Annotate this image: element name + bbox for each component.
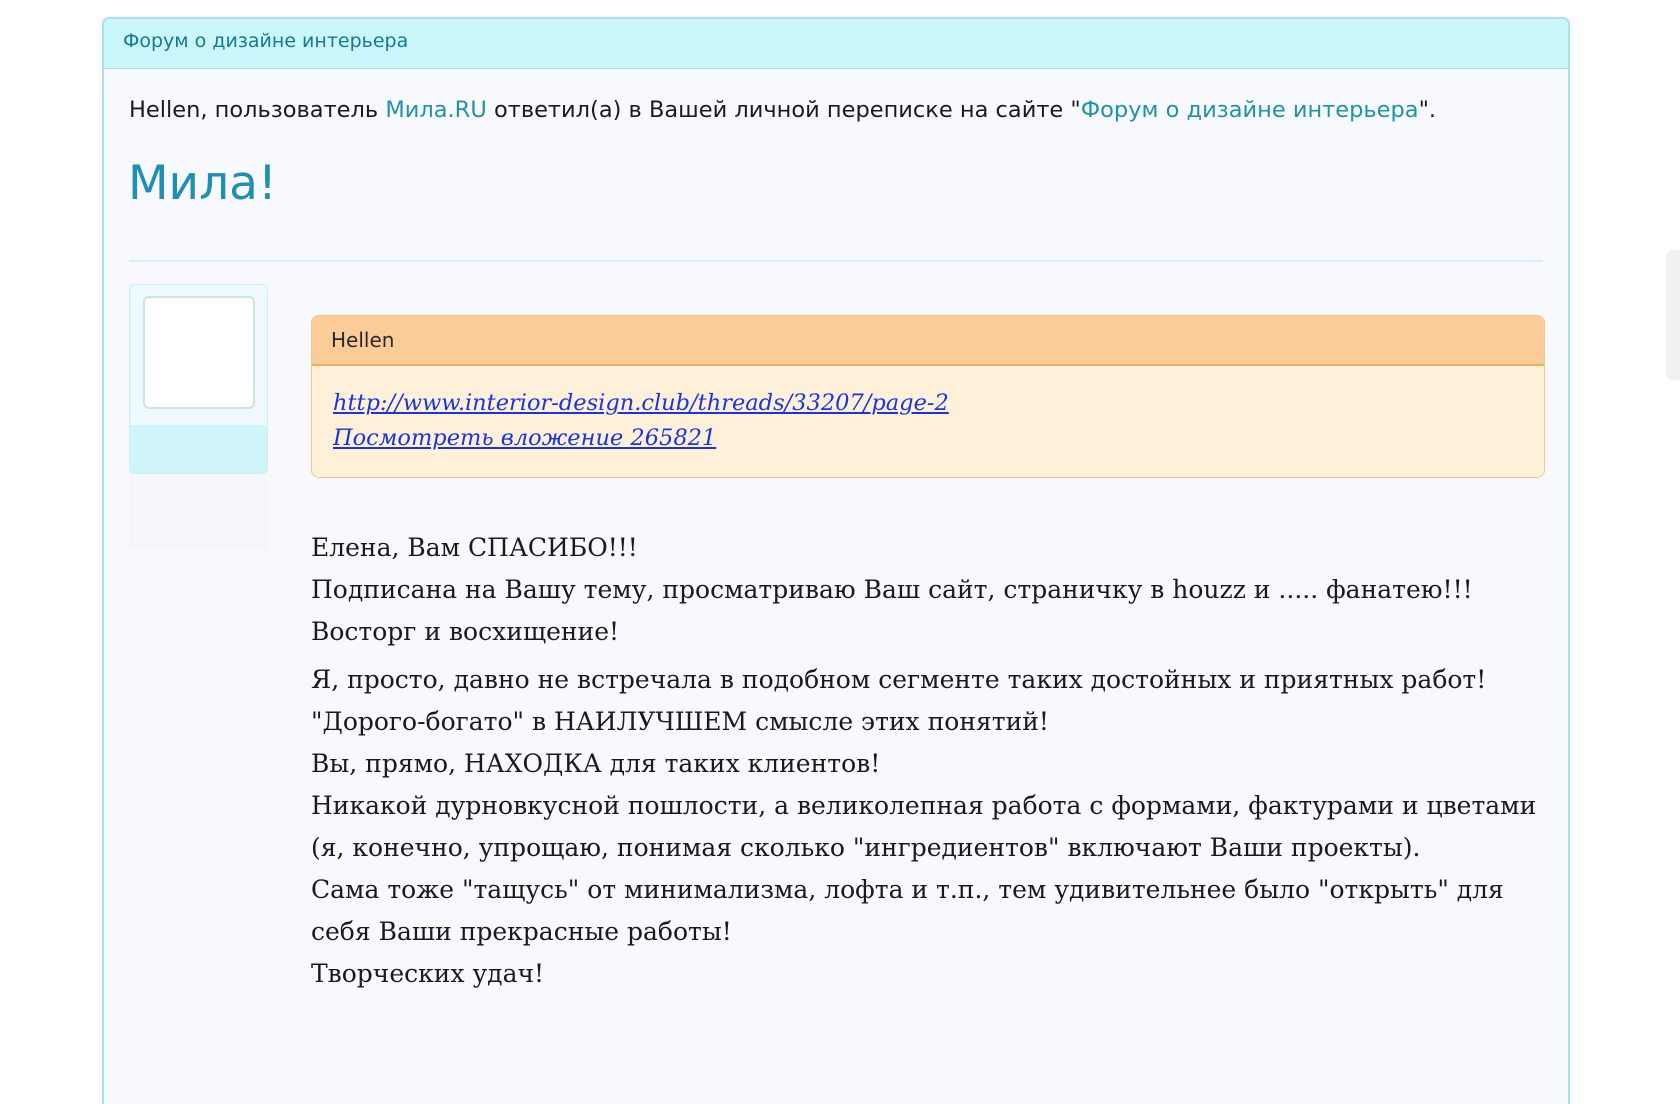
conversation-title[interactable]: Мила! bbox=[128, 156, 277, 211]
quote-block bbox=[311, 315, 1545, 478]
notice-text-part-1: , пользователь bbox=[200, 97, 386, 123]
user-info-box bbox=[129, 284, 268, 474]
forum-name-link[interactable]: Форум о дизайне интерьера bbox=[123, 30, 409, 52]
quote-author: Hellen bbox=[312, 316, 1544, 366]
recipient-name: Hellen bbox=[129, 97, 201, 123]
message-line: Вы, прямо, НАХОДКА для таких клиентов! bbox=[311, 749, 881, 778]
panel-header bbox=[104, 19, 1568, 69]
avatar[interactable] bbox=[143, 296, 255, 409]
message-user-column bbox=[129, 284, 268, 549]
message-line: Сама тоже "тащусь" от минимализма, лофта и т.п., тем удивительнее было "открыть" для себя Ваши прекрасные работы! bbox=[311, 875, 1504, 946]
quote-body bbox=[312, 366, 1544, 456]
message-line: Никакой дурновкусной пошлости, а великолепная работа с формами, фактурами и цветами (я, конечно, упрощаю, понимая сколько "ингредиентов" включают Ваши проекты). bbox=[311, 791, 1537, 862]
message-line: Я, просто, давно не встречала в подобном сегменте таких достойных и приятных работ! bbox=[311, 665, 1487, 694]
message-line: Творческих удач! bbox=[311, 959, 545, 988]
quoted-thread-link[interactable]: http://www.interior-design.club/threads/33207/page-2 bbox=[333, 390, 949, 416]
message-line: "Дорого-богато" в НАИЛУЧШЕМ смысле этих понятий! bbox=[311, 707, 1049, 736]
notification-text bbox=[129, 97, 1436, 124]
message-body bbox=[311, 527, 1551, 995]
sender-link[interactable]: Мила.RU bbox=[385, 97, 487, 123]
message-line: Елена, Вам СПАСИБО!!! bbox=[311, 533, 638, 562]
notice-text-part-2: ответил(а) в Вашей личной переписке на сайте " bbox=[486, 97, 1081, 123]
site-link[interactable]: Форум о дизайне интерьера bbox=[1080, 97, 1419, 123]
attachment-link[interactable]: Посмотреть вложение 265821 bbox=[333, 425, 717, 451]
notification-panel bbox=[102, 17, 1570, 1104]
divider bbox=[129, 260, 1543, 262]
notice-text-part-3: ". bbox=[1418, 97, 1437, 123]
message-line: Подписана на Вашу тему, просматриваю Ваш сайт, страничку в houzz и ..... фанатею!!! bbox=[311, 575, 1473, 604]
message-line: Восторг и восхищение! bbox=[311, 617, 620, 646]
scrollbar-thumb[interactable] bbox=[1666, 250, 1680, 380]
